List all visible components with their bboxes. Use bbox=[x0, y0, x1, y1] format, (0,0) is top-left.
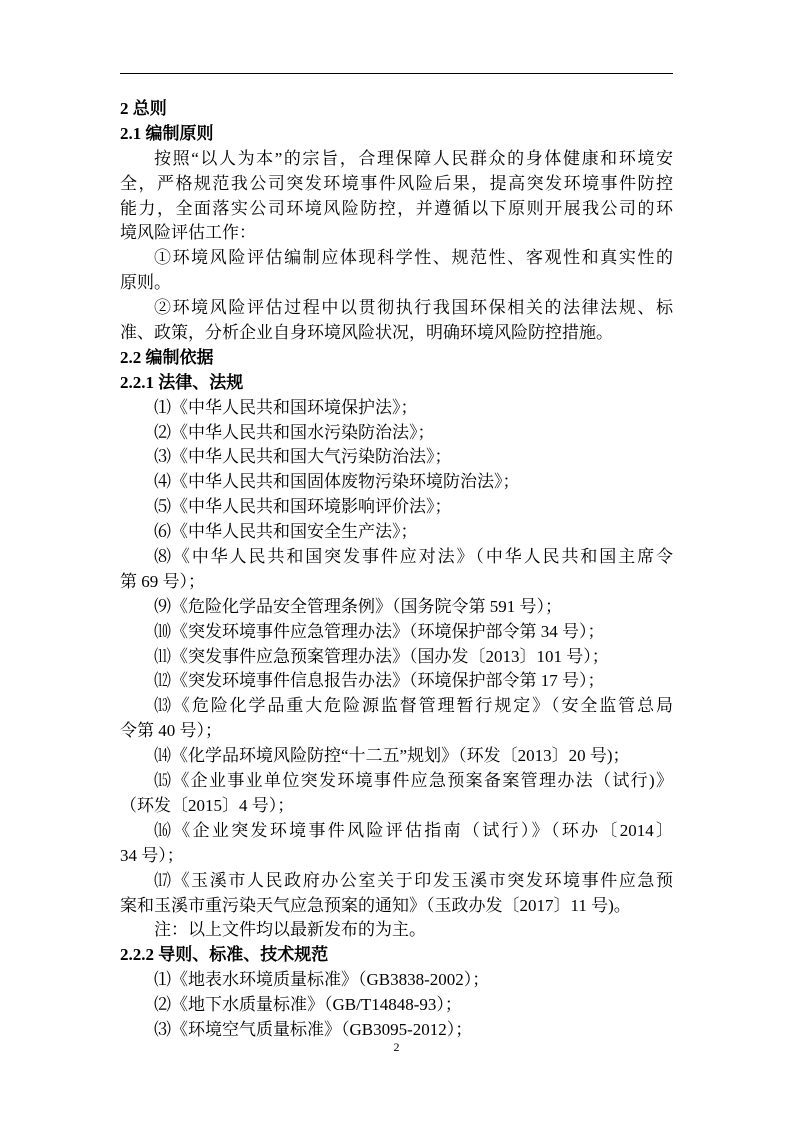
heading-text: 2.2.2 导则、标准、技术规范 bbox=[120, 945, 329, 965]
text-line: 境风险评估工作： bbox=[120, 223, 256, 243]
text-line: ②环境风险评估过程中以贯彻执行我国环保相关的法律法规、标 bbox=[154, 298, 673, 318]
page-number: 2 bbox=[393, 1040, 400, 1054]
paragraph bbox=[120, 669, 673, 694]
text-line: ⑸《中华人民共和国环境影响评价法》； bbox=[154, 497, 452, 517]
paragraph bbox=[120, 595, 673, 620]
text-line: 案和玉溪市重污染天气应急预案的通知》（玉政办发〔2017〕11 号)。 bbox=[120, 895, 631, 915]
text-line: 注：以上文件均以最新发布的为主。 bbox=[154, 920, 426, 940]
section-heading bbox=[120, 943, 673, 968]
text-line: ⑴《中华人民共和国环境保护法》； bbox=[154, 397, 418, 417]
text-line: ⒃《企业突发环境事件风险评估指南（试行）》（环办〔2014〕 bbox=[154, 820, 673, 840]
text-line: 原则。 bbox=[120, 273, 171, 293]
text-line: ⒂《企业事业单位突发环境事件应急预案备案管理办法（试行)》 bbox=[154, 771, 673, 791]
text-line: 全，严格规范我公司突发环境事件风险后果，提高突发环境事件防控 bbox=[120, 173, 673, 193]
text-line: ⒁《化学品环境风险防控“十二五”规划》（环发〔2013〕20 号)； bbox=[154, 746, 630, 766]
text-line: 第 69 号）； bbox=[120, 571, 205, 591]
text-line: ⑵《中华人民共和国水污染防治法》； bbox=[154, 422, 435, 442]
paragraph bbox=[120, 495, 673, 520]
section-heading bbox=[120, 122, 673, 147]
paragraph bbox=[120, 993, 673, 1018]
heading-text: 2.1 编制原则 bbox=[120, 123, 214, 143]
paragraph bbox=[120, 470, 673, 495]
text-line: ①环境风险评估编制应体现科学性、规范性、客观性和真实性的 bbox=[154, 248, 673, 268]
text-line: ⒀《危险化学品重大危险源监督管理暂行规定》（安全监管总局 bbox=[154, 696, 673, 716]
text-line: 按照“以人为本”的宗旨，合理保障人民群众的身体健康和环境安 bbox=[154, 148, 673, 168]
paragraph bbox=[120, 445, 673, 470]
paragraph bbox=[120, 645, 673, 670]
text-line: 34 号）； bbox=[120, 845, 184, 865]
paragraph bbox=[120, 769, 673, 819]
text-line: 准、政策，分析企业自身环境风险状况，明确环境风险防控措施。 bbox=[120, 323, 613, 343]
paragraph bbox=[120, 396, 673, 421]
paragraph bbox=[120, 694, 673, 744]
section-heading bbox=[120, 371, 673, 396]
text-line: ⑼《危险化学品安全管理条例》（国务院令第 591 号）； bbox=[154, 596, 562, 616]
paragraph bbox=[120, 246, 673, 296]
section-heading bbox=[120, 97, 673, 122]
header-rule bbox=[120, 73, 673, 74]
text-line: ⑵《地下水质量标准》（GB/T14848-93）； bbox=[154, 995, 462, 1015]
text-line: ⑶《环境空气质量标准》（GB3095-2012）； bbox=[154, 1019, 473, 1039]
paragraph bbox=[120, 918, 673, 943]
heading-text: 2.2.1 法律、法规 bbox=[120, 372, 244, 392]
page-body bbox=[120, 97, 673, 1043]
text-line: ⒄《玉溪市人民政府办公室关于印发玉溪市突发环境事件应急预 bbox=[154, 870, 673, 890]
heading-text: 2 总则 bbox=[120, 99, 167, 118]
paragraph bbox=[120, 869, 673, 919]
text-line: ⑷《中华人民共和国固体废物污染环境防治法》； bbox=[154, 472, 520, 492]
text-line: ⑿《突发环境事件信息报告办法》（环境保护部令第 17 号）； bbox=[154, 671, 605, 691]
paragraph bbox=[120, 296, 673, 346]
paragraph bbox=[120, 744, 673, 769]
paragraph bbox=[120, 421, 673, 446]
text-line: 能力，全面落实公司环境风险防控，并遵循以下原则开展我公司的环 bbox=[120, 198, 673, 218]
text-line: ⑹《中华人民共和国安全生产法》； bbox=[154, 522, 418, 542]
text-line: （环发〔2015〕4 号）； bbox=[120, 795, 295, 815]
text-line: ⑴《地表水环境质量标准》（GB3838-2002）； bbox=[154, 970, 490, 990]
paragraph bbox=[120, 968, 673, 993]
text-line: ⑾《突发事件应急预案管理办法》（国办发〔2013〕101 号）； bbox=[154, 646, 609, 666]
paragraph bbox=[120, 545, 673, 595]
text-line: ⑶《中华人民共和国大气污染防治法》； bbox=[154, 447, 452, 467]
text-line: ⑻《中华人民共和国突发事件应对法》（中华人民共和国主席令 bbox=[154, 547, 673, 567]
paragraph bbox=[120, 620, 673, 645]
heading-text: 2.2 编制依据 bbox=[120, 347, 214, 367]
section-heading bbox=[120, 346, 673, 371]
text-line: ⑽《突发环境事件应急管理办法》（环境保护部令第 34 号）； bbox=[154, 621, 605, 641]
text-line: 令第 40 号）； bbox=[120, 721, 222, 741]
paragraph bbox=[120, 147, 673, 247]
paragraph bbox=[120, 520, 673, 545]
paragraph bbox=[120, 819, 673, 869]
